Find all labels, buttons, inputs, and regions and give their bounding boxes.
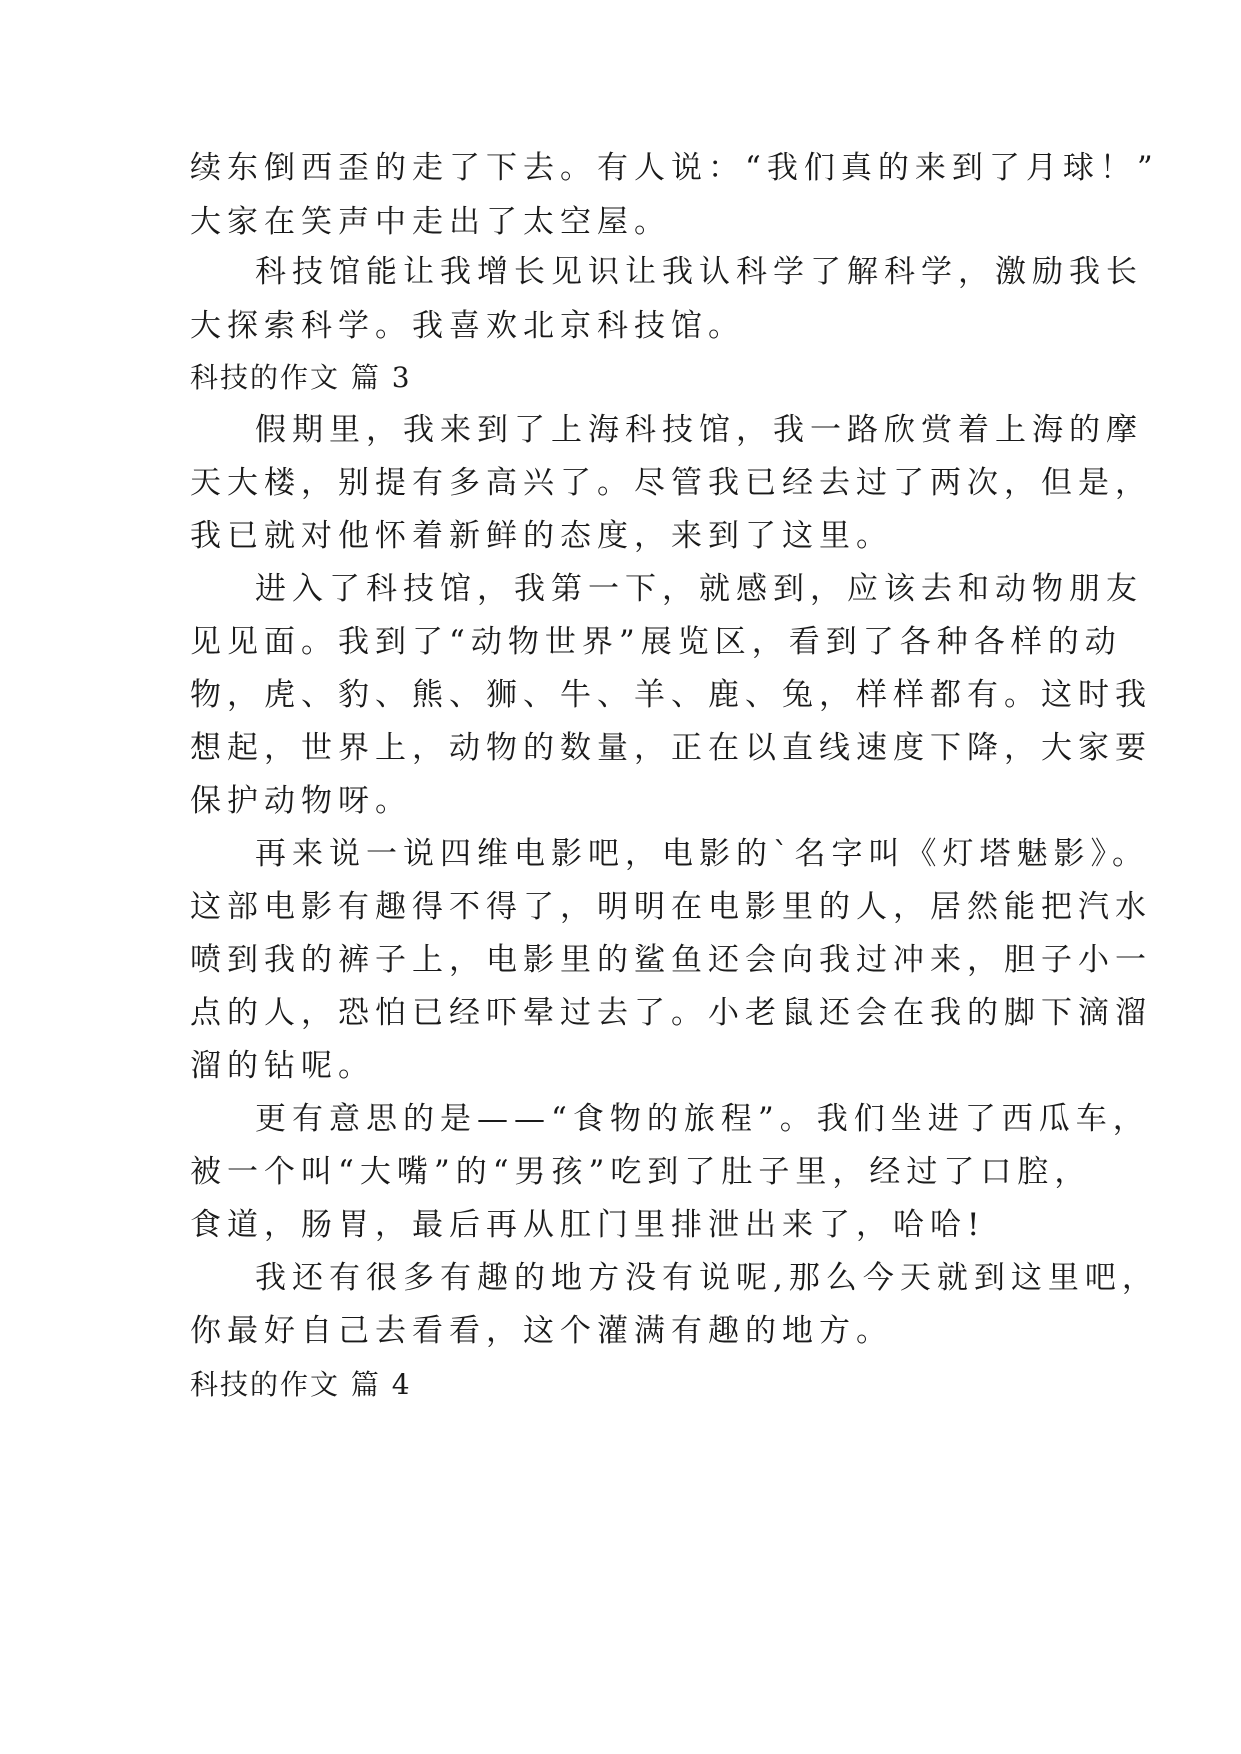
paragraph-3-line-1: 假期里，我来到了上海科技馆，我一路欣赏着上海的摩 xyxy=(255,412,1143,448)
paragraph-3-line-2: 天大楼，别提有多高兴了。尽管我已经去过了两次，但是， xyxy=(190,465,1152,501)
paragraph-1-line-1: 续东倒西歪的走了下去。有人说：“我们真的来到了月球！” xyxy=(190,150,1159,186)
paragraph-7-line-1: 我还有很多有趣的地方没有说呢,那么今天就到这里吧， xyxy=(255,1260,1159,1296)
section-heading-3: 科技的作文 篇 3 xyxy=(190,361,412,394)
paragraph-2-line-2: 大探索科学。我喜欢北京科技馆。 xyxy=(190,308,745,344)
paragraph-4-line-3: 物，虎、豹、熊、狮、牛、羊、鹿、兔，样样都有。这时我 xyxy=(190,677,1152,713)
paragraph-5-line-2: 这部电影有趣得不得了，明明在电影里的人，居然能把汽水 xyxy=(190,889,1152,925)
paragraph-5-line-3: 喷到我的裤子上，电影里的鲨鱼还会向我过冲来，胆子小一 xyxy=(190,942,1152,978)
paragraph-3-line-3: 我已就对他怀着新鲜的态度，来到了这里。 xyxy=(190,518,893,554)
paragraph-6-line-3: 食道，肠胃，最后再从肛门里排泄出来了，哈哈! xyxy=(190,1207,986,1243)
paragraph-4-line-4: 想起，世界上，动物的数量，正在以直线速度下降，大家要 xyxy=(190,730,1152,766)
paragraph-4-line-1: 进入了科技馆，我第一下，就感到，应该去和动物朋友 xyxy=(255,571,1143,607)
paragraph-2-line-1: 科技馆能让我增长见识让我认科学了解科学，激励我长 xyxy=(255,254,1143,290)
paragraph-1-line-2: 大家在笑声中走出了太空屋。 xyxy=(190,204,671,240)
paragraph-6-line-1: 更有意思的是——“食物的旅程”。我们坐进了西瓜车， xyxy=(255,1101,1150,1137)
paragraph-5-line-1: 再来说一说四维电影吧，电影的`名字叫《灯塔魅影》。 xyxy=(255,836,1149,872)
paragraph-7-line-2: 你最好自己去看看，这个灌满有趣的地方。 xyxy=(190,1313,893,1349)
paragraph-5-line-5: 溜的钻呢。 xyxy=(190,1048,375,1084)
section-heading-4: 科技的作文 篇 4 xyxy=(190,1368,412,1401)
paragraph-4-line-2: 见见面。我到了“动物世界”展览区，看到了各种各样的动 xyxy=(190,624,1122,660)
paragraph-4-line-5: 保护动物呀。 xyxy=(190,783,412,819)
paragraph-6-line-2: 被一个叫“大嘴”的“男孩”吃到了肚子里，经过了口腔， xyxy=(190,1154,1092,1190)
paragraph-5-line-4: 点的人，恐怕已经吓晕过去了。小老鼠还会在我的脚下滴溜 xyxy=(190,995,1152,1031)
